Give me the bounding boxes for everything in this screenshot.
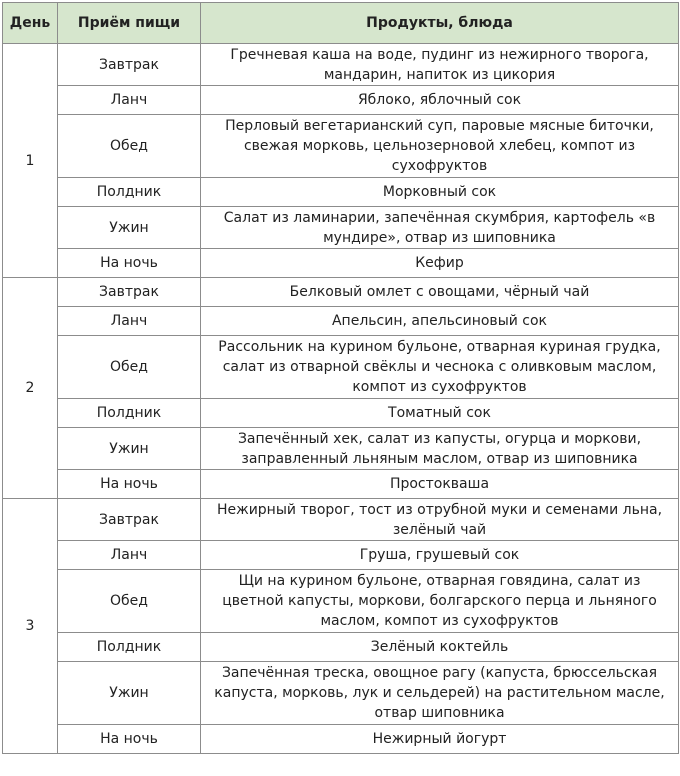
meal-cell: Завтрак (58, 499, 201, 541)
table-row (3, 307, 679, 336)
food-cell: Морковный сок (201, 178, 679, 207)
food-cell: Гречневая каша на воде, пудинг из нежирного творога, мандарин, напиток из цикория (201, 44, 679, 86)
food-cell: Томатный сок (201, 399, 679, 428)
table-row (3, 336, 679, 399)
meal-cell: Обед (58, 336, 201, 399)
food-cell: Запечённая треска, овощное рагу (капуста, брюссельская капуста, морковь, лук и сельдерей) на растительном масле, отвар шиповника (201, 662, 679, 725)
table-row (3, 470, 679, 499)
meal-cell: Полдник (58, 178, 201, 207)
meal-cell: Ужин (58, 207, 201, 249)
day-cell: 1 (3, 44, 58, 278)
table-row (3, 399, 679, 428)
table-row (3, 428, 679, 470)
table-row (3, 499, 679, 541)
meal-cell: Полдник (58, 633, 201, 662)
meal-cell: На ночь (58, 470, 201, 499)
meal-cell: Обед (58, 570, 201, 633)
table-row (3, 541, 679, 570)
header-meal: Приём пищи (58, 3, 201, 44)
meal-cell: Обед (58, 115, 201, 178)
day-cell: 2 (3, 278, 58, 499)
meal-cell: Полдник (58, 399, 201, 428)
table-row (3, 633, 679, 662)
table-row (3, 662, 679, 725)
header-food: Продукты, блюда (201, 3, 679, 44)
meal-cell: На ночь (58, 725, 201, 754)
table-row (3, 725, 679, 754)
food-cell: Простокваша (201, 470, 679, 499)
food-cell: Груша, грушевый сок (201, 541, 679, 570)
meal-cell: Ланч (58, 307, 201, 336)
food-cell: Салат из ламинарии, запечённая скумбрия, картофель «в мундире», отвар из шиповника (201, 207, 679, 249)
table-row (3, 178, 679, 207)
meal-cell: Ланч (58, 86, 201, 115)
food-cell: Белковый омлет с овощами, чёрный чай (201, 278, 679, 307)
food-cell: Нежирный йогурт (201, 725, 679, 754)
meal-cell: Ужин (58, 428, 201, 470)
table-row (3, 86, 679, 115)
meal-cell: Ужин (58, 662, 201, 725)
food-cell: Зелёный коктейль (201, 633, 679, 662)
food-cell: Нежирный творог, тост из отрубной муки и семенами льна, зелёный чай (201, 499, 679, 541)
table-row (3, 44, 679, 86)
food-cell: Перловый вегетарианский суп, паровые мясные биточки, свежая морковь, цельнозерновой хлебец, компот из сухофруктов (201, 115, 679, 178)
food-cell: Щи на курином бульоне, отварная говядина, салат из цветной капусты, моркови, болгарского перца и льняного маслом, компот из сухофруктов (201, 570, 679, 633)
food-cell: Яблоко, яблочный сок (201, 86, 679, 115)
meal-plan-table (2, 2, 679, 754)
meal-cell: Ланч (58, 541, 201, 570)
table-row (3, 278, 679, 307)
table-row (3, 570, 679, 633)
table-row (3, 249, 679, 278)
table-row (3, 207, 679, 249)
day-cell: 3 (3, 499, 58, 754)
meal-cell: На ночь (58, 249, 201, 278)
table-row (3, 115, 679, 178)
meal-cell: Завтрак (58, 44, 201, 86)
food-cell: Апельсин, апельсиновый сок (201, 307, 679, 336)
food-cell: Рассольник на курином бульоне, отварная куриная грудка, салат из отварной свёклы и чеснока с оливковым маслом, компот из сухофруктов (201, 336, 679, 399)
header-day: День (3, 3, 58, 44)
meal-cell: Завтрак (58, 278, 201, 307)
food-cell: Кефир (201, 249, 679, 278)
food-cell: Запечённый хек, салат из капусты, огурца и моркови, заправленный льняным маслом, отвар из шиповника (201, 428, 679, 470)
header-row (3, 3, 679, 44)
